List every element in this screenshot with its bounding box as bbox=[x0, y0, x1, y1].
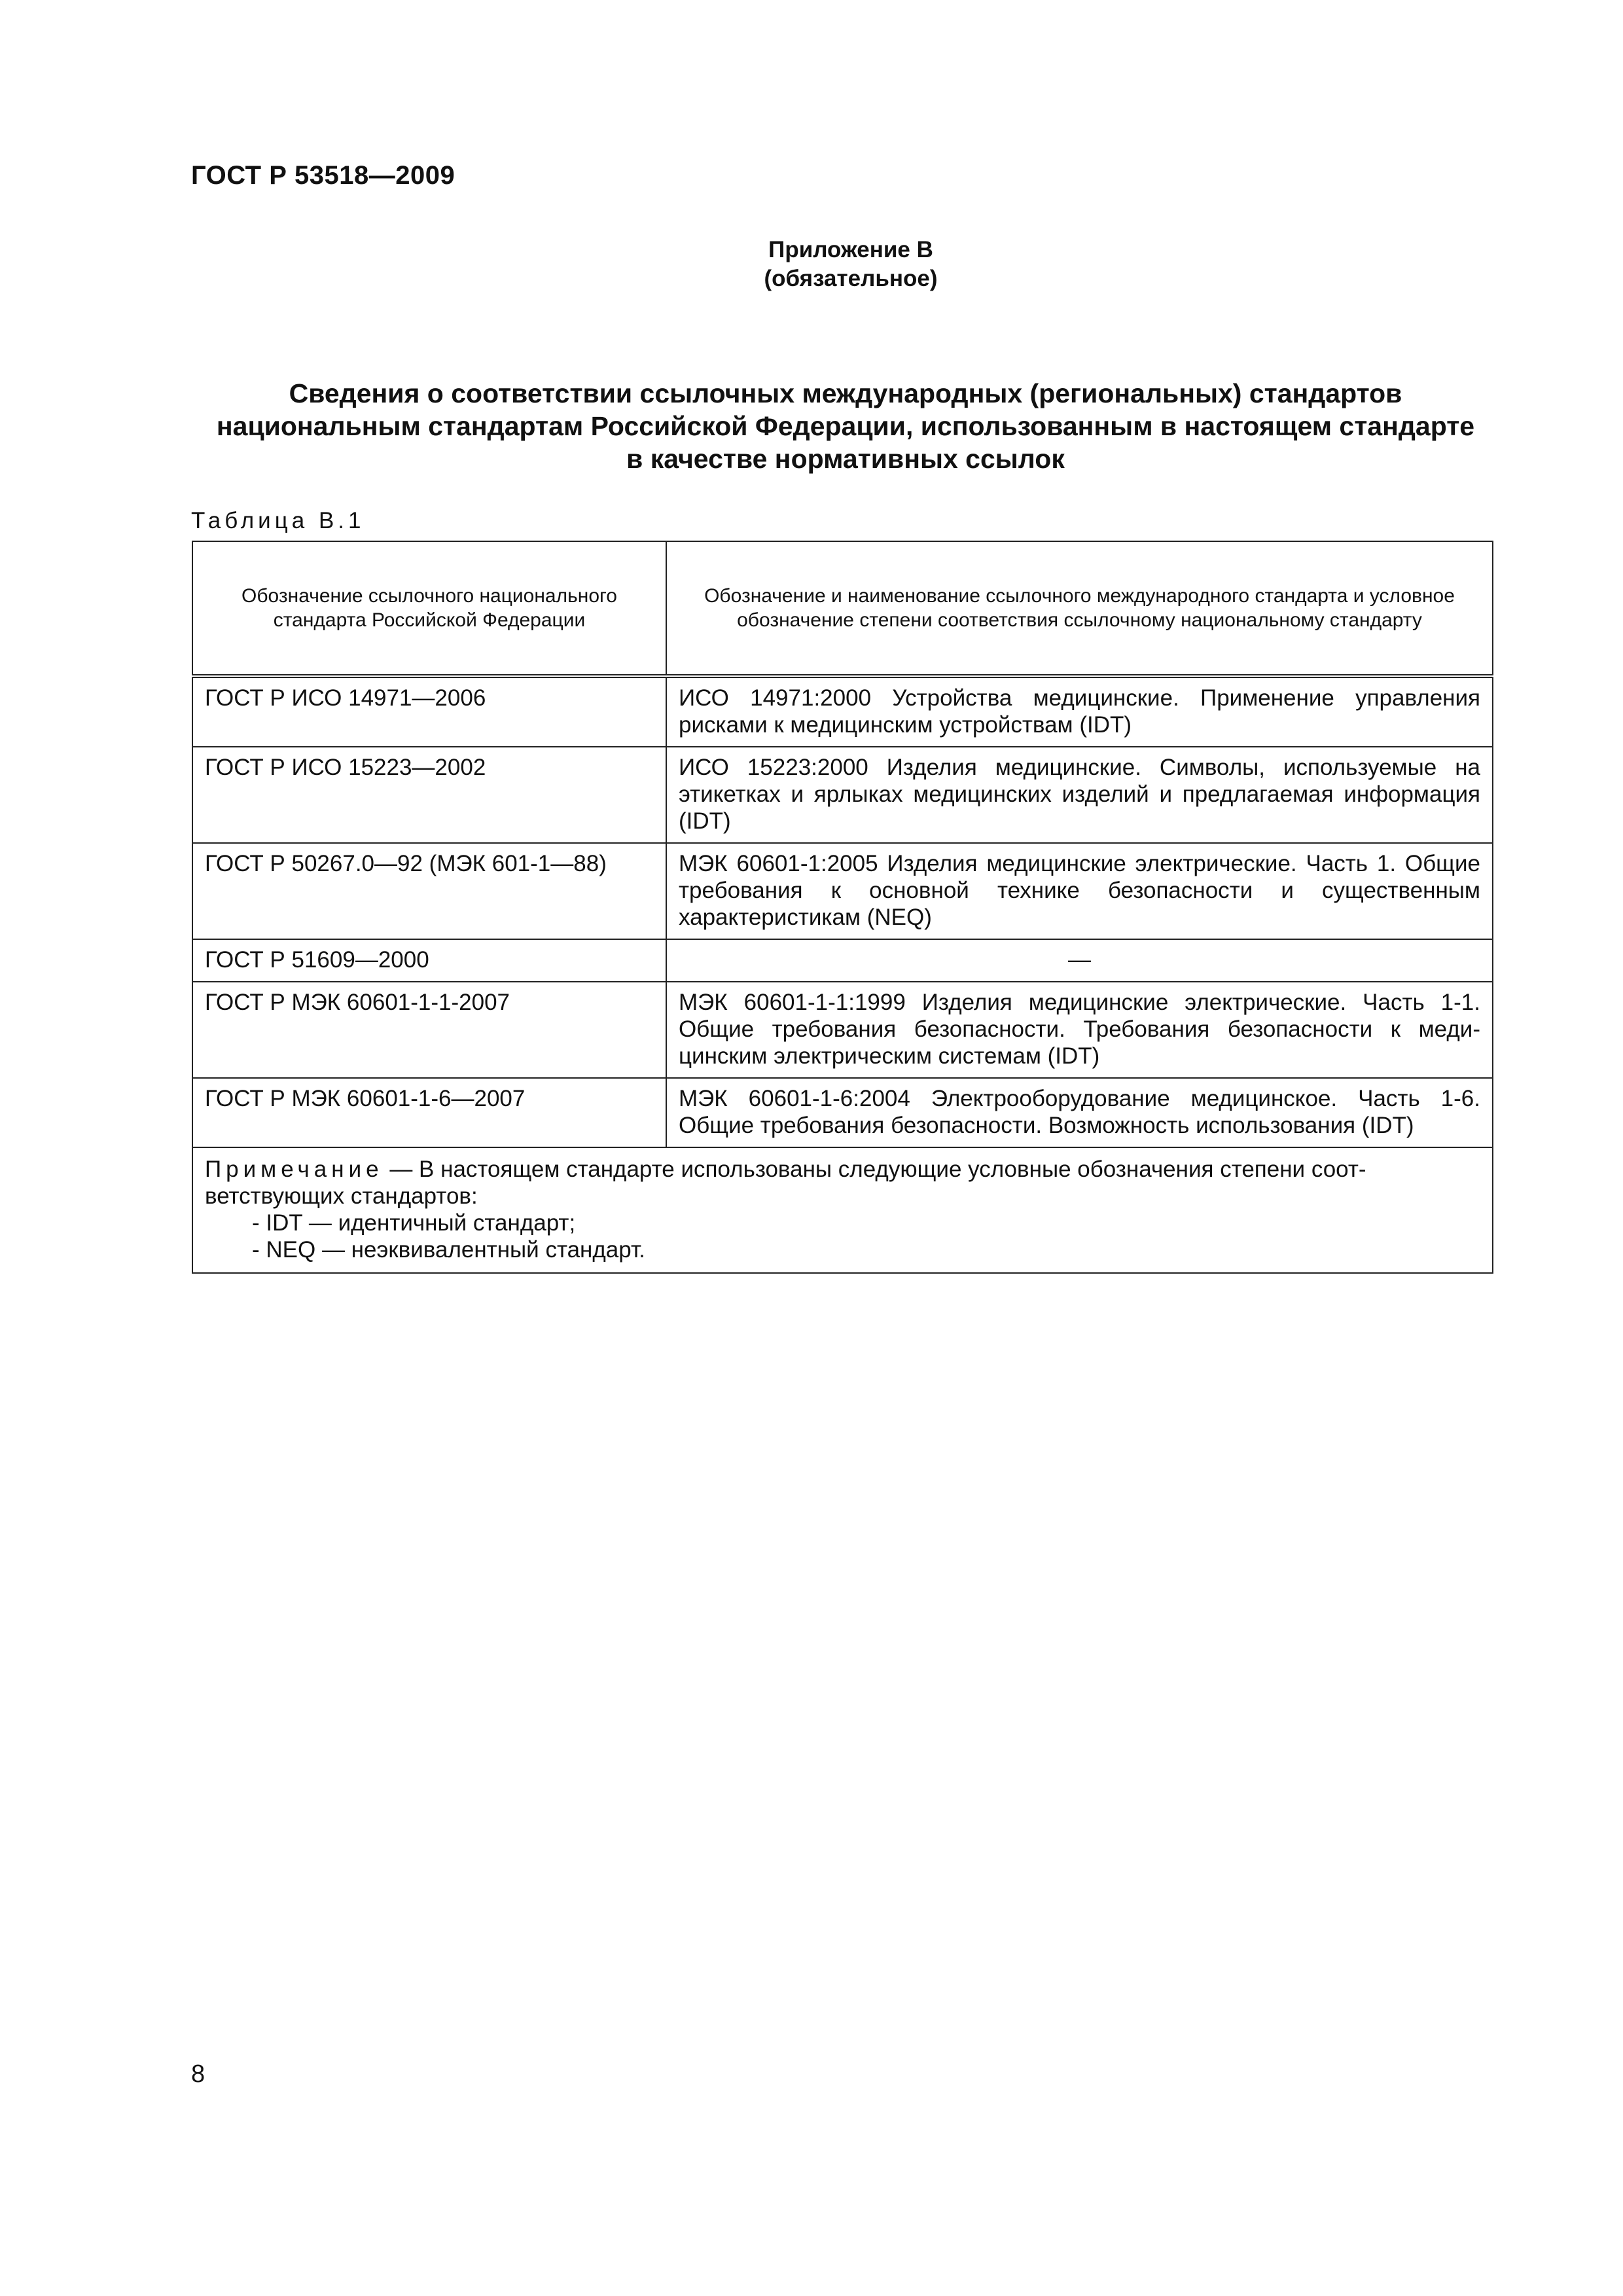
table-row bbox=[192, 676, 1493, 747]
section-heading bbox=[191, 377, 1500, 475]
header-national-standard: Обозначение ссылочного национального стандарта Российской Федерации bbox=[192, 541, 666, 676]
national-standard-cell: ГОСТ Р МЭК 60601-1-1-2007 bbox=[192, 982, 666, 1078]
heading-line: в качестве нормативных ссылок bbox=[626, 444, 1065, 474]
heading-line: Сведения о соответствии ссылочных международных (региональных) стандартов bbox=[289, 378, 1402, 408]
note-item: - IDT — идентичный стандарт; bbox=[252, 1210, 576, 1236]
international-standard-cell: МЭК 60601-1:2005 Изделия медицинские электрические. Часть 1. Общие требования к основной технике безопасности и существенным характеристикам (NEQ) bbox=[666, 843, 1493, 939]
table-row bbox=[192, 939, 1493, 982]
national-standard-cell: ГОСТ Р ИСО 15223—2002 bbox=[192, 747, 666, 843]
international-standard-cell: МЭК 60601-1-1:1999 Изделия медицинские электрические. Часть 1-1. Общие требования безопасности. Требования безопасности к медицинским электрическим системам (IDT) bbox=[666, 982, 1493, 1078]
national-standard-cell: ГОСТ Р МЭК 60601-1-6—2007 bbox=[192, 1078, 666, 1147]
note-text-continued: ветствующих стандартов: bbox=[205, 1183, 478, 1209]
international-standard-cell: ИСО 14971:2000 Устройства медицинские. Применение управления рисками к медицинским устройствам (IDT) bbox=[666, 676, 1493, 747]
appendix-status: (обязательное) bbox=[764, 266, 938, 291]
table-caption: Таблица В.1 bbox=[191, 508, 365, 533]
table-row bbox=[192, 982, 1493, 1078]
international-standard-cell: ИСО 15223:2000 Изделия медицинские. Символы, используемые на этикетках и ярлыках медицинских изделий и предлагаемая информация (IDT) bbox=[666, 747, 1493, 843]
note-text: — В настоящем стандарте использованы следующие условные обозначения степени соот- bbox=[383, 1157, 1366, 1182]
table-header-row bbox=[192, 541, 1493, 676]
national-standard-cell: ГОСТ Р ИСО 14971—2006 bbox=[192, 676, 666, 747]
header-international-standard: Обозначение и наименование ссылочного международного стандарта и условное обозначение степени соответствия ссылочному национальному стандарту bbox=[666, 541, 1493, 676]
international-standard-cell: МЭК 60601-1-6:2004 Электрооборудование медицинское. Часть 1-6. Общие требования безопасности. Возможность использования (IDT) bbox=[666, 1078, 1493, 1147]
table-note-row bbox=[192, 1147, 1493, 1273]
heading-line: национальным стандартам Российской Федерации, использованным в настоящем стандарте bbox=[216, 411, 1475, 441]
national-standard-cell: ГОСТ Р 50267.0—92 (МЭК 601-1—88) bbox=[192, 843, 666, 939]
national-standard-cell: ГОСТ Р 51609—2000 bbox=[192, 939, 666, 982]
document-code: ГОСТ Р 53518—2009 bbox=[191, 161, 455, 190]
note-first-line bbox=[205, 1156, 1480, 1183]
note-label: Примечание bbox=[205, 1157, 383, 1182]
page-number: 8 bbox=[191, 2060, 205, 2088]
table-row bbox=[192, 1078, 1493, 1147]
table-row bbox=[192, 747, 1493, 843]
appendix-header bbox=[654, 236, 1047, 293]
table-note bbox=[192, 1147, 1493, 1273]
table-row bbox=[192, 843, 1493, 939]
standards-reference-table bbox=[192, 541, 1493, 1274]
appendix-title: Приложение В bbox=[768, 237, 933, 262]
note-item: - NEQ — неэквивалентный стандарт. bbox=[252, 1237, 645, 1263]
international-standard-cell: — bbox=[666, 939, 1493, 982]
